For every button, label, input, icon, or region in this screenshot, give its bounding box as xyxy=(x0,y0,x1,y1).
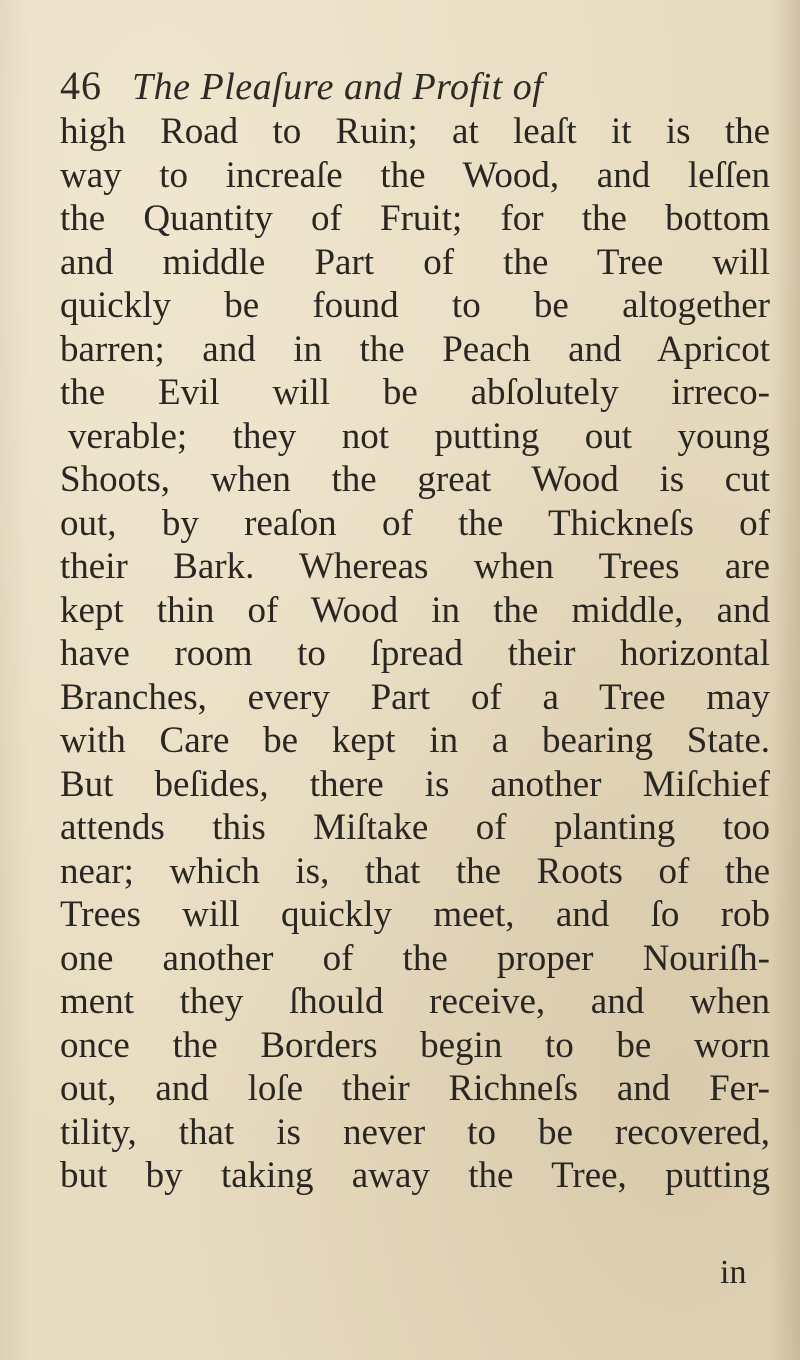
text-line: high Road to Ruin; at leaſt it is the xyxy=(60,111,770,152)
text-line: verable; they not putting out young xyxy=(68,415,770,457)
text-line: Branches, every Part of a Tree may xyxy=(60,676,770,718)
running-head-title: The Pleaſure and Profit of xyxy=(132,66,544,108)
text-line: their Bark. Whereas when Trees are xyxy=(60,546,770,587)
text-line: ment they ſhould receive, and when xyxy=(60,981,770,1022)
text-line: barren; and in the Peach and Apricot xyxy=(60,328,770,370)
text-line: the Quantity of Fruit; for the bottom xyxy=(60,198,770,239)
text-line: and middle Part of the Tree will xyxy=(60,241,770,283)
text-line: Trees will quickly meet, and ſo rob xyxy=(60,894,770,935)
text-line: attends this Miſtake of planting too xyxy=(60,807,770,848)
text-line: way to increaſe the Wood, and leſſen xyxy=(60,154,770,196)
catchword: in xyxy=(720,1254,747,1291)
text-line: But beſides, there is another Miſchief xyxy=(60,763,770,805)
text-line: the Evil will be abſolutely irreco- xyxy=(60,372,770,413)
body-text xyxy=(60,110,770,1198)
text-line: but by taking away the Tree, putting xyxy=(60,1155,770,1196)
text-line: out, by reaſon of the Thickneſs of xyxy=(60,502,770,544)
page-number: 46 xyxy=(60,63,102,108)
text-line: tility, that is never to be recovered, xyxy=(60,1111,770,1153)
text-line: near; which is, that the Roots of the xyxy=(60,850,770,892)
text-line: kept thin of Wood in the middle, and xyxy=(60,589,770,631)
text-line: quickly be found to be altogether xyxy=(60,285,770,326)
text-line: have room to ſpread their horizontal xyxy=(60,633,770,674)
text-line: with Care be kept in a bearing State. xyxy=(60,720,770,761)
text-line: one another of the proper Nouriſh- xyxy=(60,937,770,979)
text-line: once the Borders begin to be worn xyxy=(60,1024,770,1066)
running-head xyxy=(60,62,543,112)
text-line: out, and loſe their Richneſs and Fer- xyxy=(60,1068,770,1109)
text-line: Shoots, when the great Wood is cut xyxy=(60,459,770,500)
